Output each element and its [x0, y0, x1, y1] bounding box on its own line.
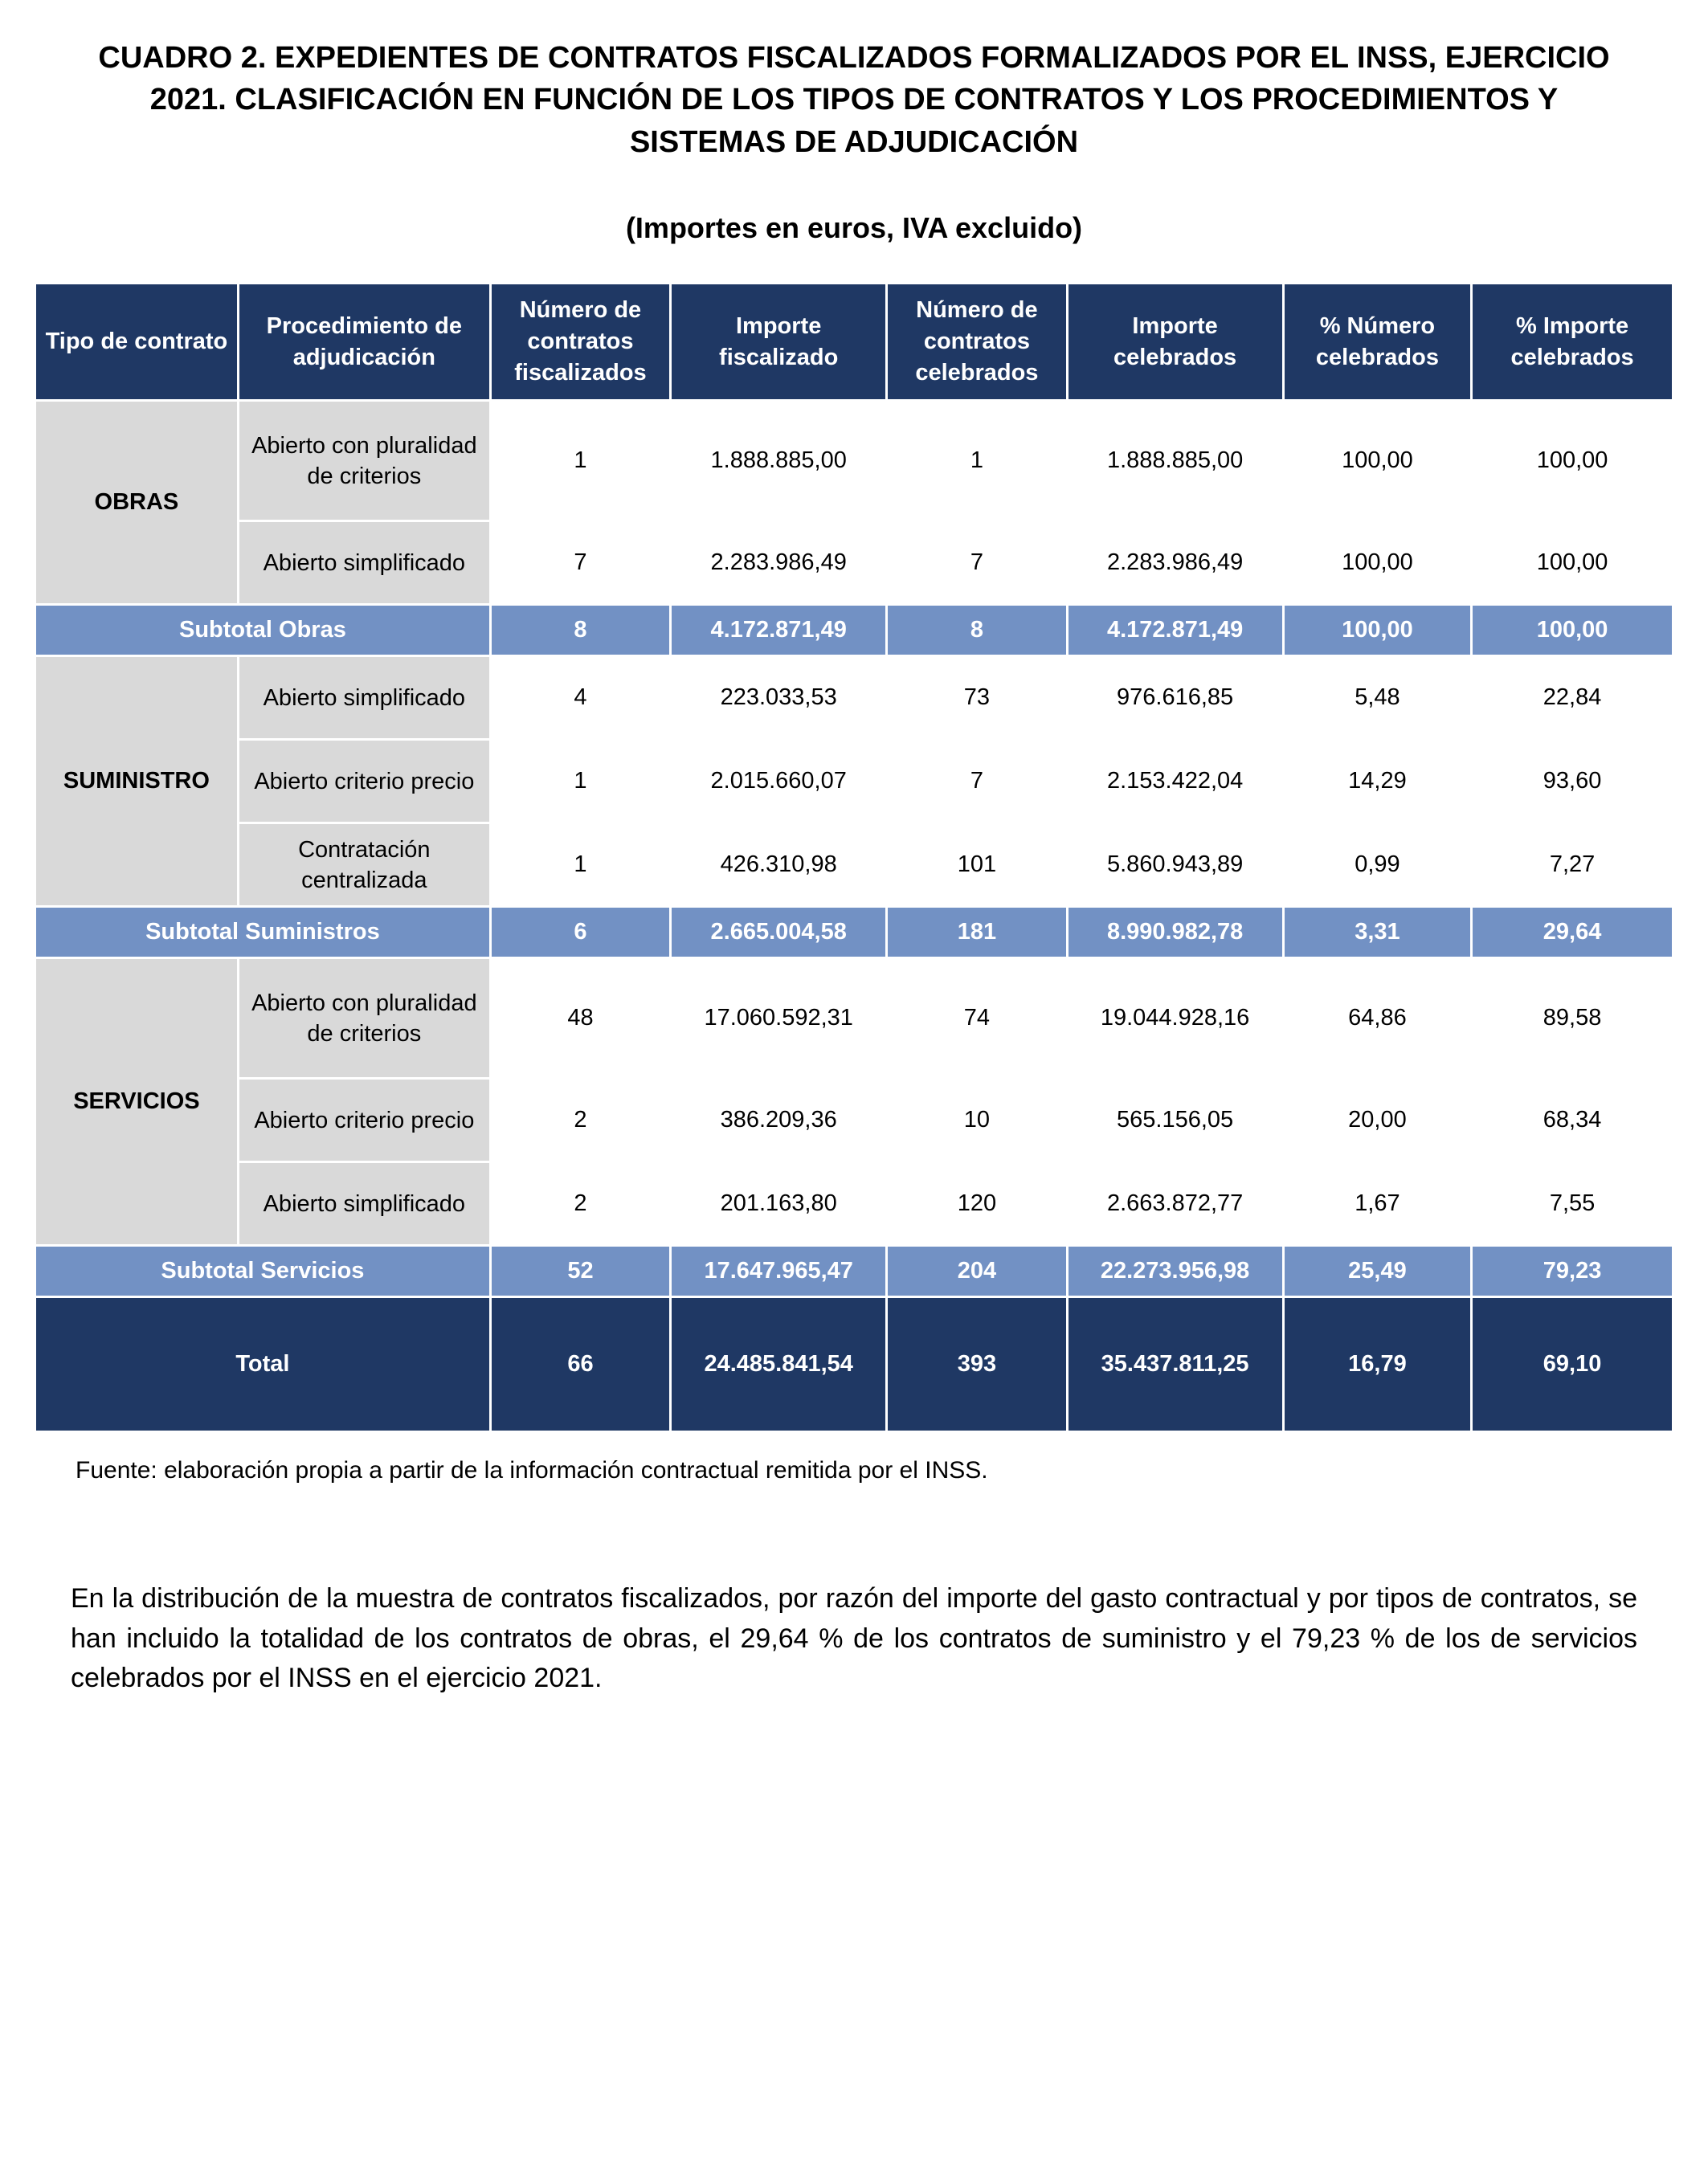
importe-celebrados-cell: 22.273.956,98	[1067, 1246, 1283, 1297]
num-celebrados-cell: 204	[887, 1246, 1067, 1297]
table-header-row	[35, 284, 1673, 401]
num-celebrados-cell: 393	[887, 1297, 1067, 1432]
pct-importe-cell: 22,84	[1472, 656, 1673, 740]
num-fiscalizados-cell: 8	[490, 605, 670, 656]
importe-fiscalizado-cell: 2.283.986,49	[671, 521, 887, 605]
num-celebrados-cell: 7	[887, 740, 1067, 823]
table-row	[35, 401, 1673, 521]
num-celebrados-cell: 7	[887, 521, 1067, 605]
contracts-table	[34, 282, 1674, 1433]
pct-numero-cell: 20,00	[1283, 1079, 1471, 1162]
num-fiscalizados-cell: 1	[490, 823, 670, 907]
pct-importe-cell: 100,00	[1472, 605, 1673, 656]
pct-numero-cell: 5,48	[1283, 656, 1471, 740]
group-cell-obras: OBRAS	[35, 401, 239, 605]
num-fiscalizados-cell: 48	[490, 958, 670, 1079]
source-note: Fuente: elaboración propia a partir de la información contractual remitida por el INSS.	[76, 1457, 988, 1484]
procedure-cell: Abierto simplificado	[238, 1162, 490, 1246]
importe-celebrados-cell: 19.044.928,16	[1067, 958, 1283, 1079]
subtotal-row-servicios	[35, 1246, 1673, 1297]
importe-fiscalizado-cell: 201.163,80	[671, 1162, 887, 1246]
header-procedimiento: Procedimiento de adjudicación	[238, 284, 490, 401]
header-pct-numero: % Número celebrados	[1283, 284, 1471, 401]
pct-numero-cell: 14,29	[1283, 740, 1471, 823]
importe-fiscalizado-cell: 2.015.660,07	[671, 740, 887, 823]
num-fiscalizados-cell: 2	[490, 1162, 670, 1246]
importe-fiscalizado-cell: 386.209,36	[671, 1079, 887, 1162]
pct-numero-cell: 100,00	[1283, 521, 1471, 605]
pct-importe-cell: 93,60	[1472, 740, 1673, 823]
procedure-cell: Abierto criterio precio	[238, 740, 490, 823]
header-tipo-contrato: Tipo de contrato	[35, 284, 239, 401]
num-celebrados-cell: 101	[887, 823, 1067, 907]
header-importe-fiscalizado: Importe fiscalizado	[671, 284, 887, 401]
group-cell-servicios: SERVICIOS	[35, 958, 239, 1246]
pct-importe-cell: 100,00	[1472, 521, 1673, 605]
importe-fiscalizado-cell: 2.665.004,58	[671, 907, 887, 958]
num-celebrados-cell: 181	[887, 907, 1067, 958]
pct-numero-cell: 1,67	[1283, 1162, 1471, 1246]
group-cell-suministro: SUMINISTRO	[35, 656, 239, 907]
table-row	[35, 823, 1673, 907]
pct-importe-cell: 68,34	[1472, 1079, 1673, 1162]
importe-celebrados-cell: 35.437.811,25	[1067, 1297, 1283, 1432]
pct-importe-cell: 69,10	[1472, 1297, 1673, 1432]
subtotal-label-cell: Subtotal Obras	[35, 605, 491, 656]
pct-numero-cell: 100,00	[1283, 605, 1471, 656]
num-celebrados-cell: 73	[887, 656, 1067, 740]
num-fiscalizados-cell: 52	[490, 1246, 670, 1297]
total-label-cell: Total	[35, 1297, 491, 1432]
table-row	[35, 1079, 1673, 1162]
pct-numero-cell: 3,31	[1283, 907, 1471, 958]
importe-fiscalizado-cell: 24.485.841,54	[671, 1297, 887, 1432]
importe-fiscalizado-cell: 17.060.592,31	[671, 958, 887, 1079]
importe-fiscalizado-cell: 4.172.871,49	[671, 605, 887, 656]
num-fiscalizados-cell: 1	[490, 401, 670, 521]
num-fiscalizados-cell: 7	[490, 521, 670, 605]
header-importe-celebrados: Importe celebrados	[1067, 284, 1283, 401]
num-fiscalizados-cell: 6	[490, 907, 670, 958]
importe-celebrados-cell: 2.663.872,77	[1067, 1162, 1283, 1246]
table-row	[35, 656, 1673, 740]
procedure-cell: Contratación centralizada	[238, 823, 490, 907]
importe-celebrados-cell: 5.860.943,89	[1067, 823, 1283, 907]
page-title: CUADRO 2. EXPEDIENTES DE CONTRATOS FISCALIZADOS FORMALIZADOS POR EL INSS, EJERCICIO 2021. CLASIFICACIÓN EN FUNCIÓN DE LOS TIPOS DE CONTRATOS Y LOS PROCEDIMIENTOS Y SISTEMAS DE ADJUDICACIÓN	[98, 41, 1610, 159]
pct-importe-cell: 7,55	[1472, 1162, 1673, 1246]
num-celebrados-cell: 10	[887, 1079, 1067, 1162]
importe-celebrados-cell: 2.283.986,49	[1067, 521, 1283, 605]
table-row	[35, 1162, 1673, 1246]
importe-celebrados-cell: 2.153.422,04	[1067, 740, 1283, 823]
procedure-cell: Abierto con pluralidad de criterios	[238, 958, 490, 1079]
table-row	[35, 521, 1673, 605]
pct-importe-cell: 7,27	[1472, 823, 1673, 907]
num-fiscalizados-cell: 1	[490, 740, 670, 823]
num-fiscalizados-cell: 2	[490, 1079, 670, 1162]
subtotal-row-suministros	[35, 907, 1673, 958]
num-celebrados-cell: 8	[887, 605, 1067, 656]
procedure-cell: Abierto simplificado	[238, 656, 490, 740]
body-paragraph: En la distribución de la muestra de contratos fiscalizados, por razón del importe del gasto contractual y por tipos de contratos, se han incluido la totalidad de los contratos de obras, el 29,64 % de los contratos de suministro y el 79,23 % de los de servicios celebrados por el INSS en el ejercicio 2021.	[71, 1583, 1637, 1693]
pct-importe-cell: 79,23	[1472, 1246, 1673, 1297]
num-fiscalizados-cell: 4	[490, 656, 670, 740]
importe-celebrados-cell: 1.888.885,00	[1067, 401, 1283, 521]
pct-numero-cell: 0,99	[1283, 823, 1471, 907]
header-num-celebrados: Número de contratos celebrados	[887, 284, 1067, 401]
importe-fiscalizado-cell: 17.647.965,47	[671, 1246, 887, 1297]
pct-importe-cell: 89,58	[1472, 958, 1673, 1079]
subtotal-label-cell: Subtotal Servicios	[35, 1246, 491, 1297]
pct-numero-cell: 100,00	[1283, 401, 1471, 521]
header-num-fiscalizados: Número de contratos fiscalizados	[490, 284, 670, 401]
num-fiscalizados-cell: 66	[490, 1297, 670, 1432]
table-row	[35, 958, 1673, 1079]
importe-fiscalizado-cell: 1.888.885,00	[671, 401, 887, 521]
subtotal-label-cell: Subtotal Suministros	[35, 907, 491, 958]
procedure-cell: Abierto criterio precio	[238, 1079, 490, 1162]
table-row	[35, 740, 1673, 823]
total-row	[35, 1297, 1673, 1432]
pct-numero-cell: 25,49	[1283, 1246, 1471, 1297]
num-celebrados-cell: 1	[887, 401, 1067, 521]
header-pct-importe: % Importe celebrados	[1472, 284, 1673, 401]
subtotal-row-obras	[35, 605, 1673, 656]
importe-celebrados-cell: 8.990.982,78	[1067, 907, 1283, 958]
importe-celebrados-cell: 976.616,85	[1067, 656, 1283, 740]
pct-importe-cell: 29,64	[1472, 907, 1673, 958]
pct-importe-cell: 100,00	[1472, 401, 1673, 521]
importe-celebrados-cell: 565.156,05	[1067, 1079, 1283, 1162]
importe-fiscalizado-cell: 426.310,98	[671, 823, 887, 907]
procedure-cell: Abierto con pluralidad de criterios	[238, 401, 490, 521]
page-subtitle: (Importes en euros, IVA excluido)	[625, 211, 1083, 245]
importe-celebrados-cell: 4.172.871,49	[1067, 605, 1283, 656]
num-celebrados-cell: 74	[887, 958, 1067, 1079]
procedure-cell: Abierto simplificado	[238, 521, 490, 605]
pct-numero-cell: 64,86	[1283, 958, 1471, 1079]
num-celebrados-cell: 120	[887, 1162, 1067, 1246]
importe-fiscalizado-cell: 223.033,53	[671, 656, 887, 740]
pct-numero-cell: 16,79	[1283, 1297, 1471, 1432]
